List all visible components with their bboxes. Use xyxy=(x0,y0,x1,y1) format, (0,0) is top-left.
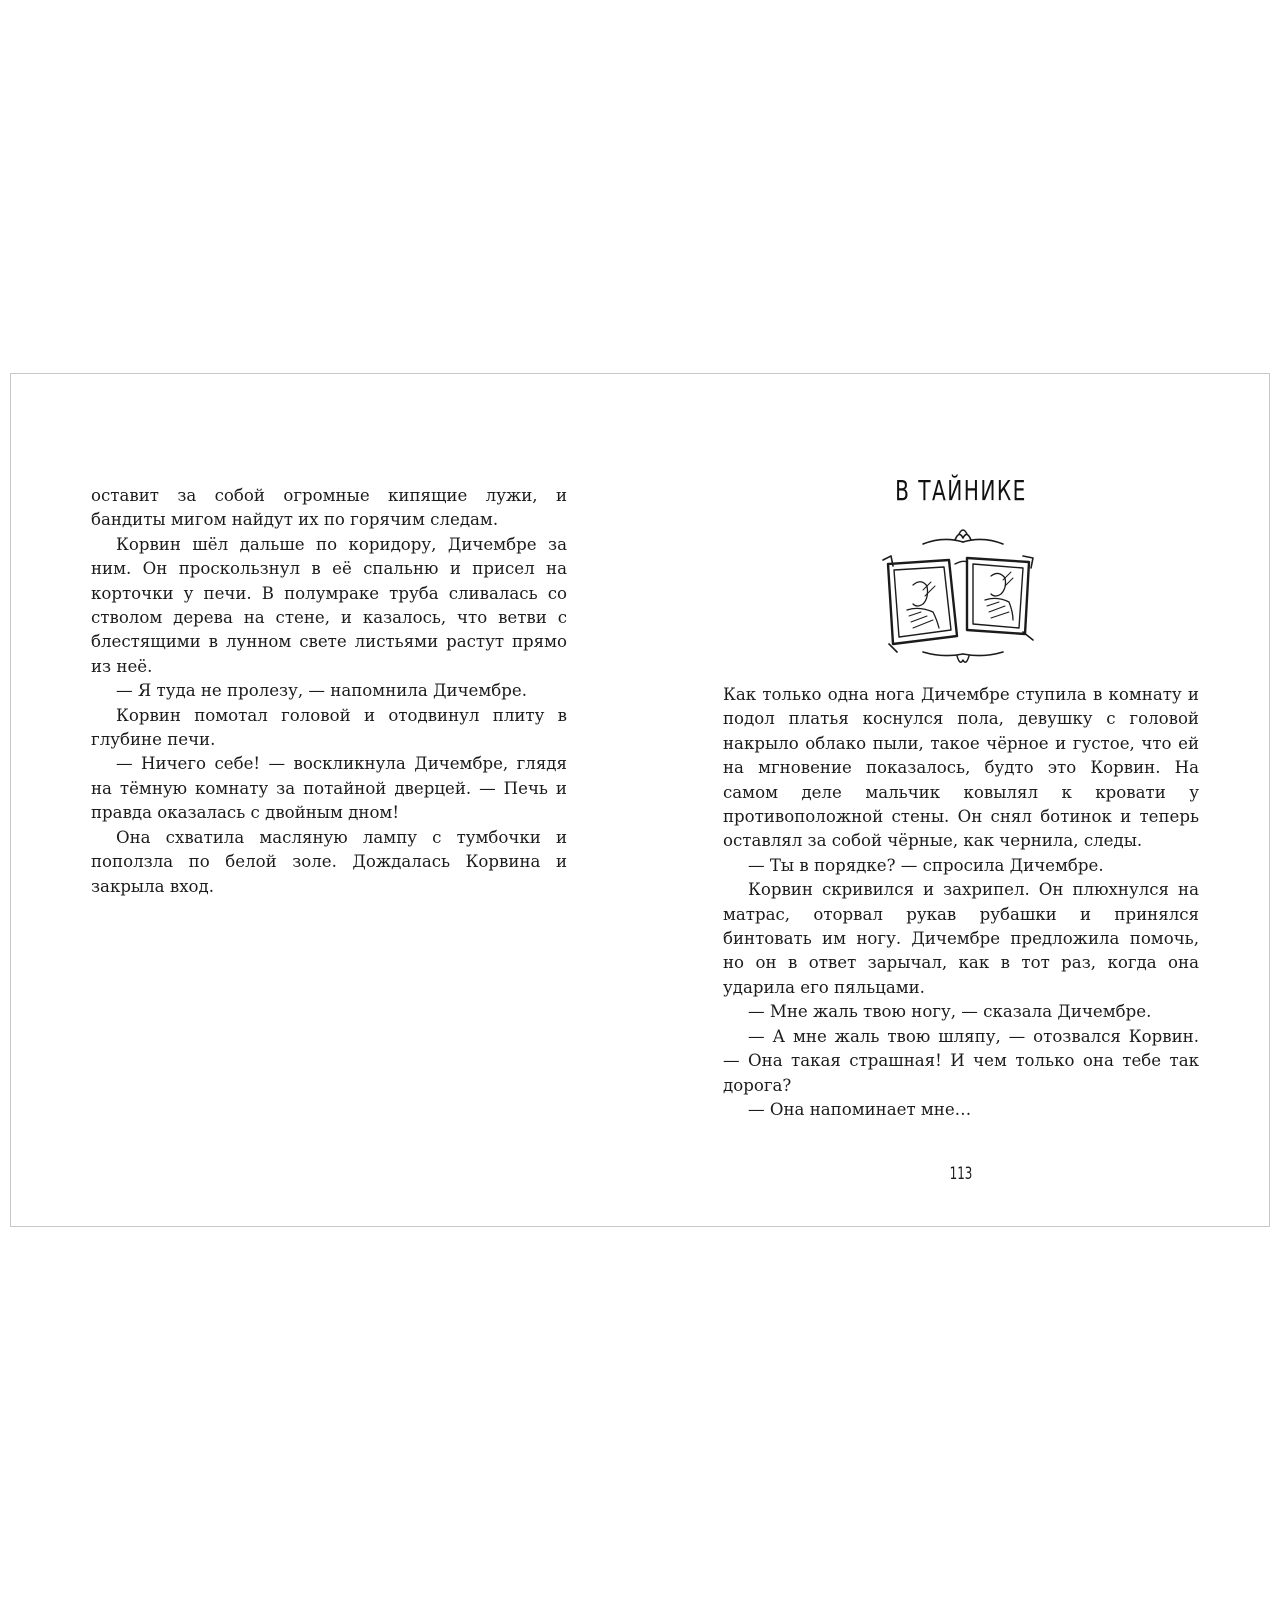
paragraph: — Я туда не пролезу, — напомнила Дичембре. xyxy=(116,681,527,701)
two-framed-portraits-icon xyxy=(863,520,1063,670)
paragraph: оставит за собой огромные кипящие лужи, и бандиты мигом найдут их по горячим следам. xyxy=(91,486,567,530)
right-page-text xyxy=(723,683,1199,1122)
paragraph: — Мне жаль твою ногу, — сказала Дичембре. xyxy=(748,1002,1152,1022)
paragraph: — Ты в порядке? — спросила Дичембре. xyxy=(748,855,1104,875)
paragraph: — А мне жаль твою шляпу, — отозвался Корвин. — Она такая страшная! И чем только она тебе так дорога? xyxy=(723,1026,1199,1095)
page-number: 113 xyxy=(949,1164,973,1184)
paragraph: Она схватила масляную лампу с тумбочки и поползла по белой золе. Дождалась Корвина и закрыла вход. xyxy=(91,827,567,896)
paragraph: Корвин шёл дальше по коридору, Дичембре за ним. Он проскользнул в её спальню и присел на корточки у печи. В полумраке труба сливалась со стволом дерева на стене, и казалось, что ветви с блестящими в лунном свете листьями растут прямо из неё. xyxy=(91,534,567,676)
chapter-title: В ТАЙНИКЕ xyxy=(895,474,1027,507)
paragraph: Корвин помотал головой и отодвинул плиту в глубине печи. xyxy=(91,705,567,750)
book-spread xyxy=(10,373,1270,1227)
left-page-text xyxy=(91,484,567,899)
left-page xyxy=(91,374,567,1226)
paragraph: Как только одна нога Дичембре ступила в комнату и подол платья коснулся пола, девушку с головой накрыло облако пыли, такое чёрное и густое, что ей на мгновение показалось, будто это Корвин. На самом деле мальчик ковылял к кровати у противоположной стены. Он снял ботинок и теперь оставлял за собой чёрные, как чернила, следы. xyxy=(723,685,1199,851)
right-page xyxy=(723,374,1199,1226)
paragraph: — Ничего себе! — воскликнула Дичембре, глядя на тёмную комнату за потайной дверцей. — Печь и правда оказалась с двойным дном! xyxy=(91,754,567,823)
paragraph: Корвин скривился и захрипел. Он плюхнулся на матрас, оторвал рукав рубашки и принялся бинтовать им ногу. Дичембре предложила помочь, но он в ответ зарычал, как в тот раз, когда она ударила его пяльцами. xyxy=(723,880,1199,997)
paragraph: — Она напоминает мне… xyxy=(748,1099,972,1119)
